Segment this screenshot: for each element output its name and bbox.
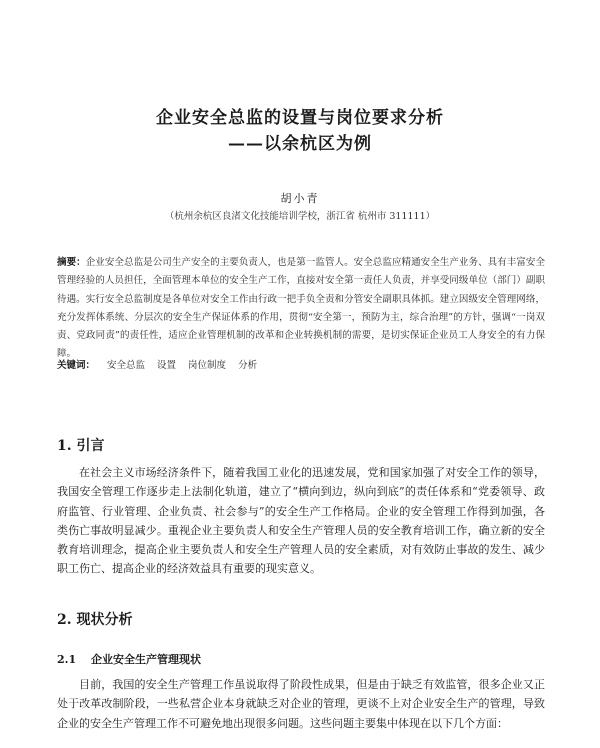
keywords-label: 关键词： [57,360,96,371]
abstract-text: 企业安全总监是公司生产安全的主要负责人，也是第一监管人。安全总监应精通安全生产业务、具有丰富安全管理经验的人员担任，全面管理本单位的安全生产工作，直接对安全第一责任人负责，并享受同级单位（部门）副职待遇。实行安全总监制度是各单位对安全工作由行政一把手负全责和分管安全副职具体抓。建立因级安全管理网络，充分发挥体系统、分层次的安全生产保证体系的作用，贯彻“安全第一，预防为主，综合治理”的方针，强调“一岗双责、党政同责”的责任性，适应企业管理机制的改革和企业转换机制的需要，是切实保证企业员工人身安全的有力保障。 [57,257,545,360]
author-name: 胡小青 [280,192,320,205]
subsection-number: 2.1 [57,653,77,666]
keyword: 安全总监 [107,360,146,371]
abstract-label: 摘要： [57,257,86,268]
paper-subtitle: ——以余杭区为例 [228,134,372,154]
paper-title: 企业安全总监的设置与岗位要求分析 [156,108,444,128]
section-heading-introduction: 1. 引言 [57,438,105,454]
abstract [57,254,545,364]
author-affiliation: （杭州余杭区良渚文化技能培训学校，浙江省 杭州市 311111） [164,211,436,222]
subsection-title: 企业安全生产管理现状 [91,653,201,666]
status-paragraph: 目前，我国的安全生产管理工作虽说取得了阶段性成果，但是由于缺乏有效监管，很多企业又正处于改革改制阶段，一些私营企业本身就缺乏对企业的管理，更谈不上对企业安全生产的管理，导致企业的安全生产管理工作不可避免地出现很多问题。这些问题主要集中体现在以下几个方面： [57,678,545,730]
subsection-heading [57,651,201,667]
section-heading-status: 2. 现状分析 [57,612,133,628]
keyword: 分析 [238,360,258,371]
keyword: 设置 [157,360,177,371]
keyword: 岗位制度 [188,360,227,371]
keywords [57,357,545,371]
introduction-paragraph: 在社会主义市场经济条件下，随着我国工业化的迅速发展，党和国家加强了对安全工作的领导，我国安全管理工作逐步走上法制化轨道，建立了“横向到边，纵向到底”的责任体系和“党委领导、政府监管、行业管理、企业负责、社会参与”的安全生产工作格局。企业的安全管理工作得到加强，各类伤亡事故明显减少。重视企业主要负责人和安全生产管理人员的安全教育培训工作，确立新的安全教育培训理念，提高企业主要负责人和安全生产管理人员的安全素质，对有效防止事故的发生、减少职工伤亡、提高企业的经济效益具有重要的现实意义。 [57,466,545,576]
